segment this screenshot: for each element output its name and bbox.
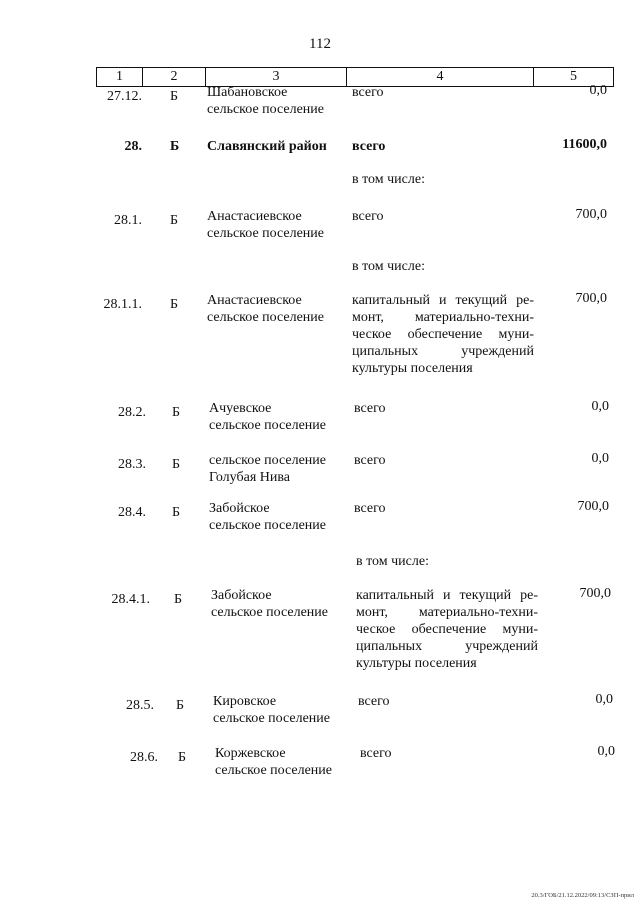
row-number: 28.1.: [114, 213, 142, 228]
header-col-4: 4: [347, 68, 534, 86]
header-col-5: 5: [570, 69, 577, 84]
row-category: Б: [174, 592, 183, 607]
row-description-line: всего: [352, 209, 384, 224]
row-category: Б: [170, 297, 179, 312]
row-description-line: капитальный и текущий ре-: [352, 293, 534, 308]
row-name: [209, 400, 326, 434]
row-name-line: сельское поселение: [207, 226, 324, 241]
row-category: Б: [178, 750, 187, 765]
row-name: [207, 84, 324, 118]
row-category: Б: [170, 139, 180, 154]
row-number: 28.1.1.: [103, 297, 142, 312]
row-value: 11600,0: [562, 137, 607, 152]
row-description: [354, 452, 386, 469]
section-label-including: в том числе:: [352, 172, 425, 187]
row-category: Б: [172, 505, 181, 520]
row-name-line: сельское поселение: [209, 518, 326, 533]
row-number: 28.: [124, 139, 142, 154]
row-description: [354, 400, 386, 417]
row-number: 28.5.: [126, 698, 154, 713]
row-name-line: сельское поселение: [213, 711, 330, 726]
row-category: Б: [176, 698, 185, 713]
row-name-line: Славянский район: [207, 139, 327, 154]
row-name-line: сельское поселение: [211, 605, 328, 620]
row-number: 27.12.: [107, 89, 142, 104]
row-description: [352, 84, 384, 101]
row-name-line: Анастасиевское: [207, 293, 302, 308]
row-name-line: сельское поселение: [207, 102, 324, 117]
row-description-line: монт, материально-техни-: [352, 310, 534, 325]
row-description-line: всего: [354, 401, 386, 416]
row-description-line: всего: [352, 85, 384, 100]
page-number: 112: [309, 36, 331, 52]
row-description-line: культуры поселения: [356, 656, 477, 671]
row-description-line: ческое обеспечение муни-: [352, 327, 534, 342]
header-col-1: 1: [97, 68, 143, 86]
row-name-line: сельское поселение: [209, 453, 326, 468]
row-description-line: ципальных учреждений: [352, 344, 534, 359]
row-description-line: монт, материально-техни-: [356, 605, 538, 620]
row-name-line: сельское поселение: [215, 763, 332, 778]
row-value: 700,0: [577, 499, 609, 514]
row-name: [207, 208, 324, 242]
row-name: [209, 452, 326, 486]
row-name: [207, 292, 324, 326]
row-description: [358, 693, 390, 710]
row-name: [207, 138, 327, 155]
row-category: Б: [172, 405, 181, 420]
row-name-line: Забойское: [209, 501, 270, 516]
row-category: Б: [170, 89, 179, 104]
row-value: 700,0: [579, 586, 611, 601]
row-description: [352, 292, 534, 377]
row-description-line: всего: [360, 746, 392, 761]
row-value: 0,0: [597, 744, 615, 759]
row-name: [211, 587, 328, 621]
row-description: [360, 745, 392, 762]
row-name-line: Шабановское: [207, 85, 288, 100]
row-name: [213, 693, 330, 727]
row-value: 0,0: [595, 692, 613, 707]
row-name-line: сельское поселение: [207, 310, 324, 325]
row-description-line: всего: [358, 694, 390, 709]
row-description: [352, 138, 385, 155]
row-description-line: всего: [354, 453, 386, 468]
row-description-line: ципальных учреждений: [356, 639, 538, 654]
header-col-2: 2: [143, 68, 206, 86]
row-description-line: капитальный и текущий ре-: [356, 588, 538, 603]
row-number: 28.6.: [130, 750, 158, 765]
row-category: Б: [170, 213, 179, 228]
row-description: [352, 208, 384, 225]
row-name-line: Анастасиевское: [207, 209, 302, 224]
row-name-line: сельское поселение: [209, 418, 326, 433]
document-stamp: 20.3/ГОБ/21.12.2022/09:13/СЗП-прил: [531, 892, 634, 899]
row-number: 28.2.: [118, 405, 146, 420]
header-col-3: 3: [206, 68, 347, 86]
row-number: 28.4.: [118, 505, 146, 520]
row-name-line: Ачуевское: [209, 401, 272, 416]
row-description-line: всего: [354, 501, 386, 516]
row-value: 0,0: [591, 451, 609, 466]
row-description: [354, 500, 386, 517]
row-description: [356, 587, 538, 672]
row-name: [209, 500, 326, 534]
row-value: 700,0: [575, 207, 607, 222]
row-name-line: Коржевское: [215, 746, 286, 761]
row-number: 28.3.: [118, 457, 146, 472]
row-description-line: ческое обеспечение муни-: [356, 622, 538, 637]
section-label-including: в том числе:: [352, 259, 425, 274]
row-name-line: Забойское: [211, 588, 272, 603]
row-number: 28.4.1.: [111, 592, 150, 607]
section-label-including: в том числе:: [356, 554, 429, 569]
row-name: [215, 745, 332, 779]
row-description-line: культуры поселения: [352, 361, 473, 376]
row-category: Б: [172, 457, 181, 472]
row-value: 700,0: [575, 291, 607, 306]
row-value: 0,0: [591, 399, 609, 414]
row-name-line: Кировское: [213, 694, 277, 709]
row-name-line: Голубая Нива: [209, 470, 290, 485]
row-value: 0,0: [589, 83, 607, 98]
row-description-line: всего: [352, 139, 386, 154]
